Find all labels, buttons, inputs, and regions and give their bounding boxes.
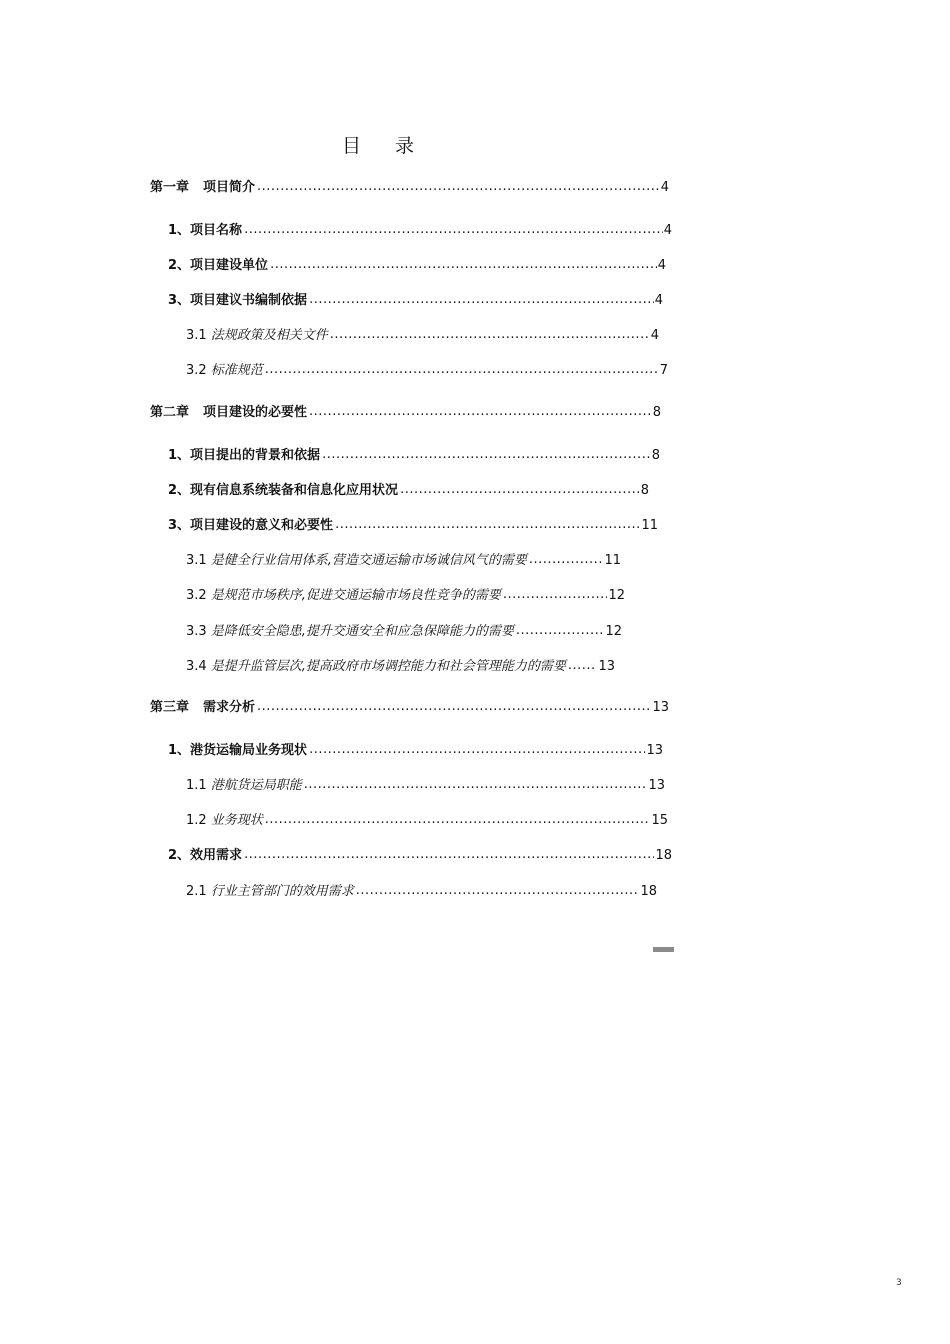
toc-entry-number: 3.2	[186, 363, 207, 378]
toc-dot-leader	[257, 698, 651, 716]
toc-entry-title: 项目建设的意义和必要性	[190, 518, 334, 533]
toc-entry-page: 13	[598, 659, 615, 674]
toc-entry-title: 港航货运局职能	[210, 778, 302, 793]
toc-entry-page: 18	[640, 884, 657, 899]
toc-entry-number: 3.3	[186, 624, 207, 639]
toc-dot-leader	[309, 291, 654, 309]
toc-dot-leader	[529, 551, 604, 569]
toc-entry-page: 12	[608, 588, 625, 603]
toc-entry-title: 需求分析	[203, 700, 256, 715]
divider-mark	[653, 947, 674, 952]
toc-entry-title: 法规政策及相关文件	[210, 328, 328, 343]
toc-entry-page: 4	[650, 328, 659, 343]
toc-entry-title: 行业主管部门的效用需求	[210, 884, 354, 899]
toc-entry-title: 是降低安全隐患,提升交通安全和应急保障能力的需要	[210, 624, 514, 639]
toc-entry-page: 8	[640, 483, 649, 498]
toc-entry-number: 3.4	[186, 659, 207, 674]
toc-entry-number: 3、	[168, 518, 191, 533]
toc-entry[interactable]	[168, 292, 663, 310]
toc-entry-number: 2、	[168, 258, 191, 273]
toc-entry-title: 项目建议书编制依据	[190, 293, 308, 308]
toc-entry-title: 是提升监管层次,提高政府市场调控能力和社会管理能力的需要	[210, 659, 566, 674]
toc-entry[interactable]	[168, 482, 649, 500]
toc-entry-page: 11	[604, 553, 621, 568]
toc-entry-number: 2、	[168, 483, 191, 498]
toc-entry-title: 是规范市场秩序,促进交通运输市场良性竞争的需要	[210, 588, 501, 603]
toc-entry[interactable]	[186, 883, 657, 901]
toc-entry-page: 13	[648, 778, 665, 793]
toc-entry-page: 4	[654, 293, 663, 308]
toc-entry-title: 项目建设的必要性	[203, 405, 308, 420]
toc-entry[interactable]	[168, 447, 660, 465]
toc-entry-title: 标准规范	[210, 363, 263, 378]
toc-entry-page: 11	[641, 518, 658, 533]
toc-dot-leader	[244, 221, 663, 239]
toc-dot-leader	[309, 741, 645, 759]
toc-entry-page: 13	[646, 743, 663, 758]
toc-entry-title: 港货运输局业务现状	[190, 743, 308, 758]
toc-dot-leader	[270, 256, 657, 274]
page-number: 3	[896, 1278, 902, 1288]
toc-entry-title: 现有信息系统装备和信息化应用状况	[190, 483, 399, 498]
toc-entry-number: 2、	[168, 848, 191, 863]
toc-entry[interactable]	[150, 404, 661, 422]
toc-entry[interactable]	[168, 257, 666, 275]
toc-entry-number: 1、	[168, 448, 191, 463]
toc-dot-leader	[257, 178, 660, 196]
toc-entry-number: 1、	[168, 743, 191, 758]
toc-entry[interactable]	[168, 222, 672, 240]
toc-entry[interactable]	[168, 742, 663, 760]
toc-dot-leader	[400, 481, 640, 499]
toc-entry-number: 3、	[168, 293, 191, 308]
toc-dot-leader	[335, 516, 640, 534]
toc-entry-title: 项目提出的背景和依据	[190, 448, 321, 463]
toc-entry[interactable]	[150, 179, 669, 197]
toc-entry-page: 13	[652, 700, 669, 715]
toc-entry-number: 第三章	[150, 700, 190, 715]
toc-dot-leader	[265, 811, 651, 829]
toc-entry-page: 8	[652, 405, 661, 420]
toc-dot-leader	[309, 403, 652, 421]
toc-entry-page: 12	[605, 624, 622, 639]
toc-entry-page: 8	[651, 448, 660, 463]
toc-entry[interactable]	[168, 517, 658, 535]
toc-entry[interactable]	[186, 812, 668, 830]
toc-entry-title: 效用需求	[190, 848, 243, 863]
toc-dot-leader	[244, 846, 654, 864]
toc-entry[interactable]	[186, 327, 659, 345]
toc-entry-number: 1.1	[186, 778, 207, 793]
toc-entry[interactable]	[186, 658, 615, 676]
toc-entry[interactable]	[186, 587, 625, 605]
toc-entry-number: 1、	[168, 223, 191, 238]
toc-entry-page: 18	[655, 848, 672, 863]
toc-entry-title: 项目简介	[203, 180, 256, 195]
toc-entry-number: 2.1	[186, 884, 207, 899]
toc-entry[interactable]	[186, 623, 622, 641]
toc-dot-leader	[304, 776, 648, 794]
toc-entry-title: 业务现状	[210, 813, 263, 828]
toc-entry-page: 4	[663, 223, 672, 238]
toc-entry-number: 3.2	[186, 588, 207, 603]
toc-entry[interactable]	[186, 777, 665, 795]
toc-entry[interactable]	[150, 699, 669, 717]
toc-entry-page: 4	[660, 180, 669, 195]
toc-entry-title: 是健全行业信用体系,营造交通运输市场诚信风气的需要	[210, 553, 527, 568]
toc-dot-leader	[322, 446, 651, 464]
toc-dot-leader	[330, 326, 650, 344]
toc-entry-number: 第二章	[150, 405, 190, 420]
toc-dot-leader	[516, 622, 605, 640]
toc-dot-leader	[503, 586, 608, 604]
toc-dot-leader	[568, 657, 598, 675]
toc-entry-page: 7	[659, 363, 668, 378]
toc-entry-title: 项目名称	[190, 223, 243, 238]
toc-entry[interactable]	[186, 552, 621, 570]
toc-entry-page: 4	[657, 258, 666, 273]
toc-entry-number: 1.2	[186, 813, 207, 828]
toc-entry-page: 15	[651, 813, 668, 828]
toc-dot-leader	[356, 882, 640, 900]
toc-entry-number: 第一章	[150, 180, 190, 195]
page-title: 目 录	[341, 135, 429, 157]
toc-entry-number: 3.1	[186, 328, 207, 343]
toc-entry-number: 3.1	[186, 553, 207, 568]
toc-entry-title: 项目建设单位	[190, 258, 269, 273]
toc-dot-leader	[265, 361, 659, 379]
toc-entry[interactable]	[168, 847, 672, 865]
toc-entry[interactable]	[186, 362, 668, 380]
